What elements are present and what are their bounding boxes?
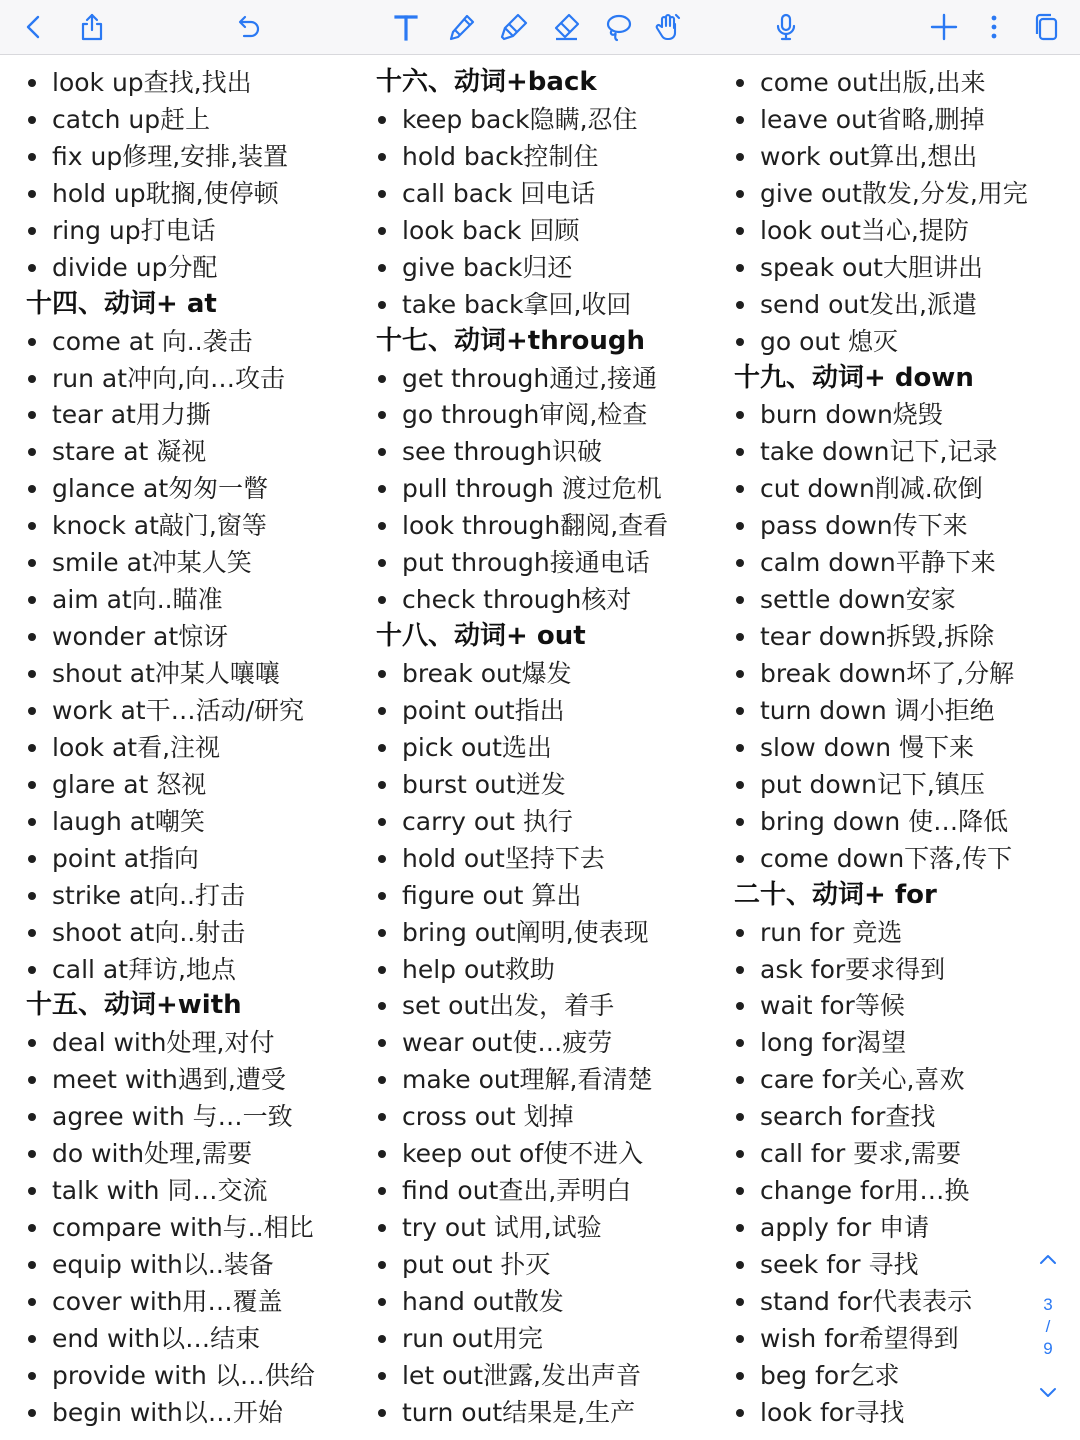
phrase-list-item: look through翻阅,查看 [376,507,668,544]
section-heading: 二十、动词+ for [734,879,937,910]
section-heading: 十四、动词+ at [26,288,217,319]
phrase-list-item: hold back控制住 [376,138,668,175]
phrase-list-item: run at冲向,向…攻击 [26,360,315,397]
column-right [734,64,1028,1431]
phrase-list-item: pick out选出 [376,729,668,766]
phrase-list-item: stand for代表表示 [734,1283,1028,1320]
phrase-list-item: meet with遇到,遭受 [26,1061,315,1098]
phrase-list-item: turn out结果是,生产 [376,1394,668,1431]
phrase-list-item: wish for希望得到 [734,1320,1028,1357]
page-separator: / [1045,1317,1051,1336]
eraser-tool-icon[interactable] [546,7,586,47]
phrase-list-item: cut down削减.砍倒 [734,470,1028,507]
phrase-list-item: aim at向..瞄准 [26,581,315,618]
phrase-list-item: deal with处理,对付 [26,1024,315,1061]
phrase-list-item: calm down平静下来 [734,544,1028,581]
phrase-list-item: provide with 以…供给 [26,1357,315,1394]
section-heading: 十六、动词+back [376,67,597,97]
phrase-list-item: take back拿回,收回 [376,286,668,323]
phrase-list-item: seek for 寻找 [734,1246,1028,1283]
phrase-list-item: look for寻找 [734,1394,1028,1431]
phrase-list-item: set out出发，着手 [376,987,668,1024]
phrase-list-item: break out爆发 [376,655,668,692]
phrase-list-item: hand out散发 [376,1283,668,1320]
phrase-list-item: tear down拆毁,拆除 [734,618,1028,655]
phrase-list-item: beg for乞求 [734,1357,1028,1394]
phrase-list-item: shoot at向..射击 [26,914,315,951]
phrase-list-item: look out当心,提防 [734,212,1028,249]
hand-tool-icon[interactable] [648,7,688,47]
phrase-list-item: wonder at惊讶 [26,618,315,655]
phrase-list-item: hold out坚持下去 [376,840,668,877]
back-chevron-icon[interactable] [14,7,54,47]
highlighter-tool-icon[interactable] [494,7,534,47]
page-up-chevron-icon[interactable] [1036,1248,1060,1272]
phrase-list-item: search for查找 [734,1098,1028,1135]
phrase-list-item: check through核对 [376,581,668,618]
more-icon[interactable] [974,7,1014,47]
pen-tool-icon[interactable] [442,7,482,47]
phrase-list-item: agree with 与…一致 [26,1098,315,1135]
phrase-list-item: carry out 执行 [376,803,668,840]
phrase-list-item: go through审阅,检查 [376,396,668,433]
column-middle [376,64,668,1431]
phrase-list-item: catch up赶上 [26,101,315,138]
phrase-list-item: try out 试用,试验 [376,1209,668,1246]
phrase-list-item: strike at向..打击 [26,877,315,914]
phrase-list-item: begin with以…开始 [26,1394,315,1431]
text-tool-icon[interactable] [386,7,426,47]
current-page-number: 3 [1043,1295,1053,1314]
phrase-list-item: fix up修理,安排,装置 [26,138,315,175]
phrase-list-item: work out算出,想出 [734,138,1028,175]
phrase-list-item: smile at冲某人笑 [26,544,315,581]
phrase-list-item: break down坏了,分解 [734,655,1028,692]
phrase-list-item: come out出版,出来 [734,64,1028,101]
phrase-list-item: shout at冲某人嚷嚷 [26,655,315,692]
phrase-list-item: call for 要求,需要 [734,1135,1028,1172]
section-heading: 十七、动词+through [376,325,646,356]
phrase-list-item: send out发出,派遣 [734,286,1028,323]
lasso-tool-icon[interactable] [598,7,638,47]
phrase-list-item: cross out 划掉 [376,1098,668,1135]
phrase-list-item: apply for 申请 [734,1209,1028,1246]
phrase-list-item: laugh at嘲笑 [26,803,315,840]
phrase-list-item: run out用完 [376,1320,668,1357]
phrase-list-item: burn down烧毁 [734,396,1028,433]
phrase-list-item: look at看,注视 [26,729,315,766]
phrase-list-item: come down下落,传下 [734,840,1028,877]
phrase-list-item: settle down安家 [734,581,1028,618]
top-toolbar [0,0,1080,55]
phrase-list-item: end with以…结束 [26,1320,315,1357]
share-icon[interactable] [72,7,112,47]
phrase-list-item: make out理解,看清楚 [376,1061,668,1098]
column-left [26,64,315,1431]
add-icon[interactable] [924,7,964,47]
phrase-list-item: pull through 渡过危机 [376,470,668,507]
phrase-list-item: glance at匆匆一瞥 [26,470,315,507]
phrase-list-item: put out 扑灭 [376,1246,668,1283]
phrase-list-item: long for渴望 [734,1024,1028,1061]
phrase-list-item: cover with用…覆盖 [26,1283,315,1320]
phrase-list-item: tear at用力撕 [26,396,315,433]
total-pages-number: 9 [1043,1339,1053,1358]
phrase-list-item: burst out迸发 [376,766,668,803]
phrase-list-item: bring out阐明,使表现 [376,914,668,951]
page-down-chevron-icon[interactable] [1036,1380,1060,1404]
phrase-list-item: wear out使…疲劳 [376,1024,668,1061]
phrase-list-item: call back 回电话 [376,175,668,212]
phrase-list-item: call at拜访,地点 [26,951,315,988]
phrase-list-item: speak out大胆讲出 [734,249,1028,286]
phrase-list-item: look up查找,找出 [26,64,315,101]
section-heading: 十五、动词+with [26,990,242,1021]
phrase-list-item: care for关心,喜欢 [734,1061,1028,1098]
phrase-list-item: bring down 使…降低 [734,803,1028,840]
phrase-list-item: leave out省略,删掉 [734,101,1028,138]
pages-icon[interactable] [1026,7,1066,47]
phrase-list-item: figure out 算出 [376,877,668,914]
phrase-list-item: find out查出,弄明白 [376,1172,668,1209]
phrase-list-item: talk with 同…交流 [26,1172,315,1209]
phrase-list-item: equip with以..装备 [26,1246,315,1283]
phrase-list-item: divide up分配 [26,249,315,286]
note-page [0,62,1080,1440]
phrase-list-item: knock at敲门,窗等 [26,507,315,544]
phrase-list-item: put through接通电话 [376,544,668,581]
phrase-list-item: come at 向..袭击 [26,323,315,360]
phrase-list-item: ask for要求得到 [734,951,1028,988]
microphone-icon[interactable] [766,7,806,47]
page-navigator [1028,1240,1068,1410]
phrase-list-item: get through通过,接通 [376,360,668,397]
phrase-list-item: hold up耽搁,使停顿 [26,175,315,212]
phrase-list-item: see through识破 [376,433,668,470]
phrase-list-item: change for用…换 [734,1172,1028,1209]
phrase-list-item: wait for等候 [734,987,1028,1024]
phrase-list-item: keep back隐瞒,忍住 [376,101,668,138]
section-heading: 十八、动词+ out [376,621,586,652]
phrase-list-item: stare at 凝视 [26,433,315,470]
phrase-list-item: glare at 怒视 [26,766,315,803]
phrase-list-item: do with处理,需要 [26,1135,315,1172]
phrase-list-item: point out指出 [376,692,668,729]
phrase-list-item: turn down 调小拒绝 [734,692,1028,729]
phrase-list-item: give back归还 [376,249,668,286]
phrase-list-item: go out 熄灭 [734,323,1028,360]
phrase-list-item: take down记下,记录 [734,433,1028,470]
phrase-list-item: slow down 慢下来 [734,729,1028,766]
phrase-list-item: help out救助 [376,951,668,988]
phrase-list-item: pass down传下来 [734,507,1028,544]
phrase-list-item: put down记下,镇压 [734,766,1028,803]
section-heading: 十九、动词+ down [734,362,974,393]
phrase-list-item: give out散发,分发,用完 [734,175,1028,212]
phrase-list-item: ring up打电话 [26,212,315,249]
phrase-list-item: let out泄露,发出声音 [376,1357,668,1394]
phrase-list-item: work at干…活动/研究 [26,692,315,729]
phrase-list-item: look back 回顾 [376,212,668,249]
phrase-list-item: point at指向 [26,840,315,877]
phrase-list-item: compare with与..相比 [26,1209,315,1246]
phrase-list-item: keep out of使不进入 [376,1135,668,1172]
undo-icon[interactable] [228,7,268,47]
phrase-list-item: run for 竞选 [734,914,1028,951]
